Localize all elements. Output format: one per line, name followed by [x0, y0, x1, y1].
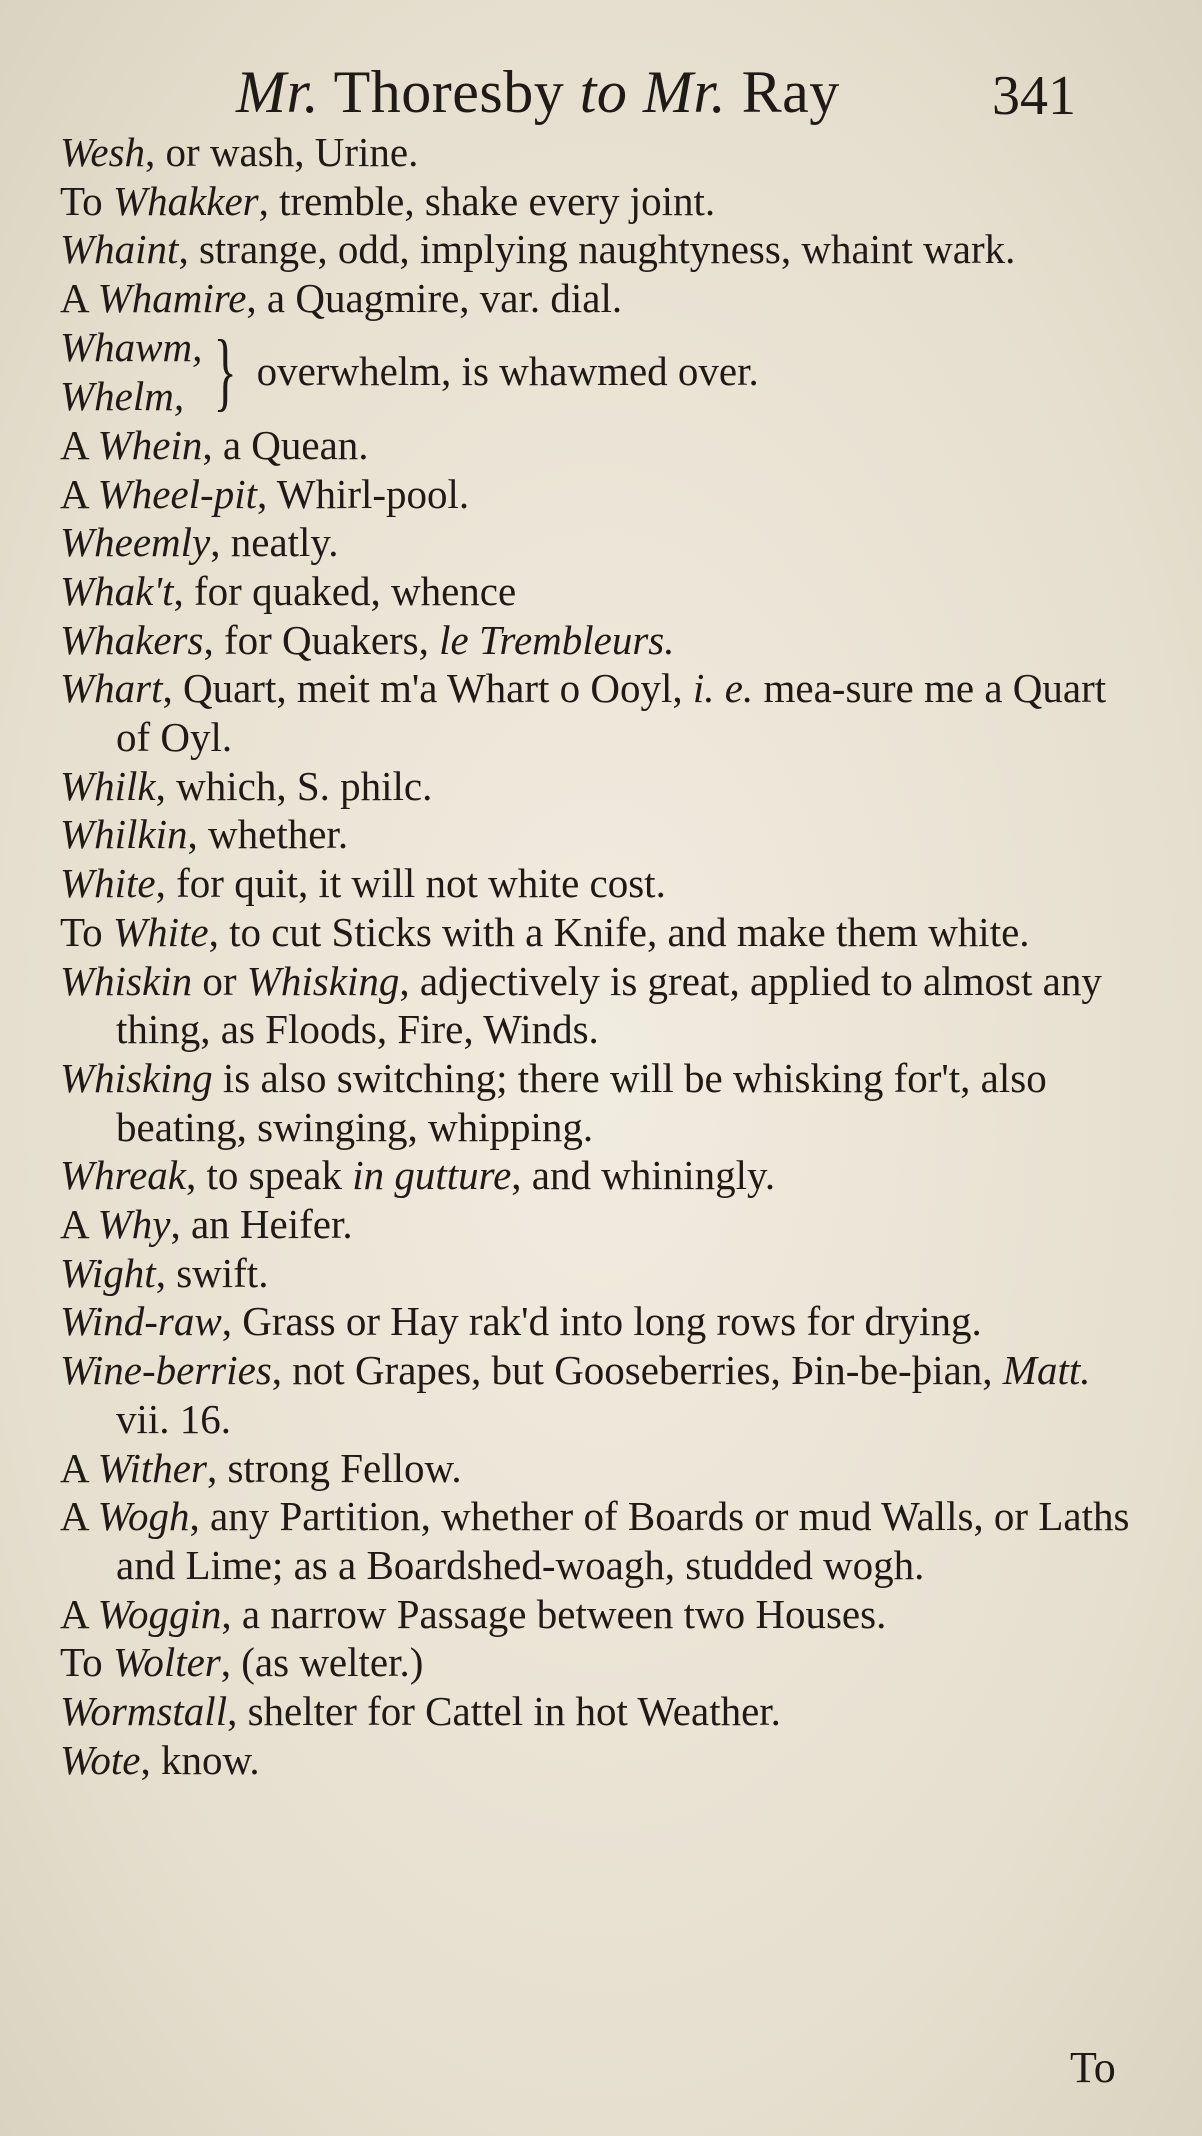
entry-white: White, for quit, it will not white cost.	[60, 860, 666, 907]
title-thoresby: Thoresby	[333, 59, 565, 125]
entry-whakers: Whakers, for Quakers, le Trembleurs.	[60, 616, 675, 663]
headword: Whaint	[60, 226, 179, 273]
headword: Wind-raw	[60, 1298, 222, 1345]
entry-wogh: A Wogh, any Partition, whether of Boards or mud Walls, or Laths and Lime; as a Boardshed-woagh, studded wogh.	[60, 1493, 1130, 1588]
title-mr-1: Mr.	[236, 59, 320, 125]
brace-gloss: overwhelm, is whawmed over.	[256, 348, 759, 395]
headword: Whak't	[60, 567, 174, 614]
title-ray: Ray	[741, 59, 840, 125]
headword: Whakker	[112, 177, 259, 224]
entry-whart: Whart, Quart, meit m'a Whart o Ooyl, i. e. mea-sure me a Quart of Oyl.	[60, 665, 1107, 761]
entry-whilk: Whilk, which, S. philc.	[60, 762, 433, 809]
headword: Wormstall	[60, 1688, 228, 1735]
entry-whisking: Whisking is also switching; there will be whisking for't, also beating, swinging, whipping.	[60, 1054, 1047, 1150]
headword: Whart	[60, 665, 163, 712]
entry-wesh: Wesh, or wash, Urine.	[60, 129, 419, 175]
title-to: to	[579, 59, 628, 125]
entry-whreak: Whreak, to speak in gutture, and whiningly.	[60, 1152, 776, 1199]
entry-whakt: Whak't, for quaked, whence	[60, 567, 517, 614]
headword: Why	[97, 1201, 171, 1248]
entry-whakker: To Whakker, tremble, shake every joint.	[60, 177, 716, 224]
entry-wote: Wote, know.	[60, 1736, 260, 1783]
headword: Whiskin	[60, 957, 193, 1004]
headword: Wogh	[97, 1493, 190, 1540]
headword: Wheemly	[60, 519, 211, 566]
entry-wheel-pit: A Wheel-pit, Whirl-pool.	[60, 470, 470, 517]
headword: Whilkin	[60, 811, 188, 858]
headword: Whein	[97, 421, 203, 468]
page-number: 341	[992, 65, 1076, 127]
headword: White	[60, 860, 156, 907]
headword: Wine-berries	[60, 1347, 272, 1394]
entry-wormstall: Wormstall, shelter for Cattel in hot Weather.	[60, 1688, 781, 1735]
headword: Whamire	[97, 275, 247, 322]
headword: Wither	[97, 1444, 207, 1491]
headword: Woggin	[97, 1590, 222, 1637]
headword-whawm: Whawm,	[60, 324, 203, 371]
title-mr-2: Mr.	[642, 59, 727, 125]
headword: White	[112, 908, 209, 955]
entry-to-white: To White, to cut Sticks with a Knife, and make them white.	[60, 908, 1030, 955]
entry-woggin: A Woggin, a narrow Passage between two Houses.	[60, 1590, 887, 1637]
entry-whawm-whelm	[60, 323, 1140, 421]
entry-whaint: Whaint, strange, odd, implying naughtyness, whaint wark.	[60, 226, 1016, 273]
running-title	[236, 58, 840, 127]
entry-wind-raw: Wind-raw, Grass or Hay rak'd into long rows for drying.	[60, 1298, 982, 1345]
headword: Wesh	[60, 129, 146, 175]
headword: Wolter	[112, 1639, 221, 1686]
headword: Whisking	[60, 1054, 213, 1101]
entry-why: A Why, an Heifer.	[60, 1201, 353, 1248]
entry-wight: Wight, swift.	[60, 1249, 269, 1296]
entry-wheemly: Wheemly, neatly.	[60, 519, 339, 566]
entry-whein: A Whein, a Quean.	[60, 421, 369, 468]
entry-whiskin: Whiskin or Whisking, adjectively is great, applied to almost any thing, as Floods, Fire, Winds.	[60, 957, 1102, 1053]
headword: Whilk	[60, 762, 156, 809]
headword-whelm: Whelm,	[60, 372, 185, 419]
entry-whamire: A Whamire, a Quagmire, var. dial.	[60, 275, 623, 322]
catchword: To	[1070, 2043, 1116, 2092]
headword: Whreak	[60, 1152, 186, 1199]
running-header	[0, 50, 1202, 140]
entry-whilkin: Whilkin, whether.	[60, 811, 349, 858]
headword: Wight	[60, 1249, 156, 1296]
glossary-list	[60, 128, 1140, 1785]
entry-wine-berries: Wine-berries, not Grapes, but Gooseberries, Þin-be-þian, Matt. vii. 16.	[60, 1347, 1091, 1442]
brace-icon: }	[213, 322, 238, 420]
entry-wither: A Wither, strong Fellow.	[60, 1444, 462, 1491]
entry-wolter: To Wolter, (as welter.)	[60, 1639, 424, 1686]
headword: Whakers	[60, 616, 204, 663]
headword: Wote	[60, 1736, 141, 1783]
headword: Wheel-pit	[97, 470, 257, 517]
